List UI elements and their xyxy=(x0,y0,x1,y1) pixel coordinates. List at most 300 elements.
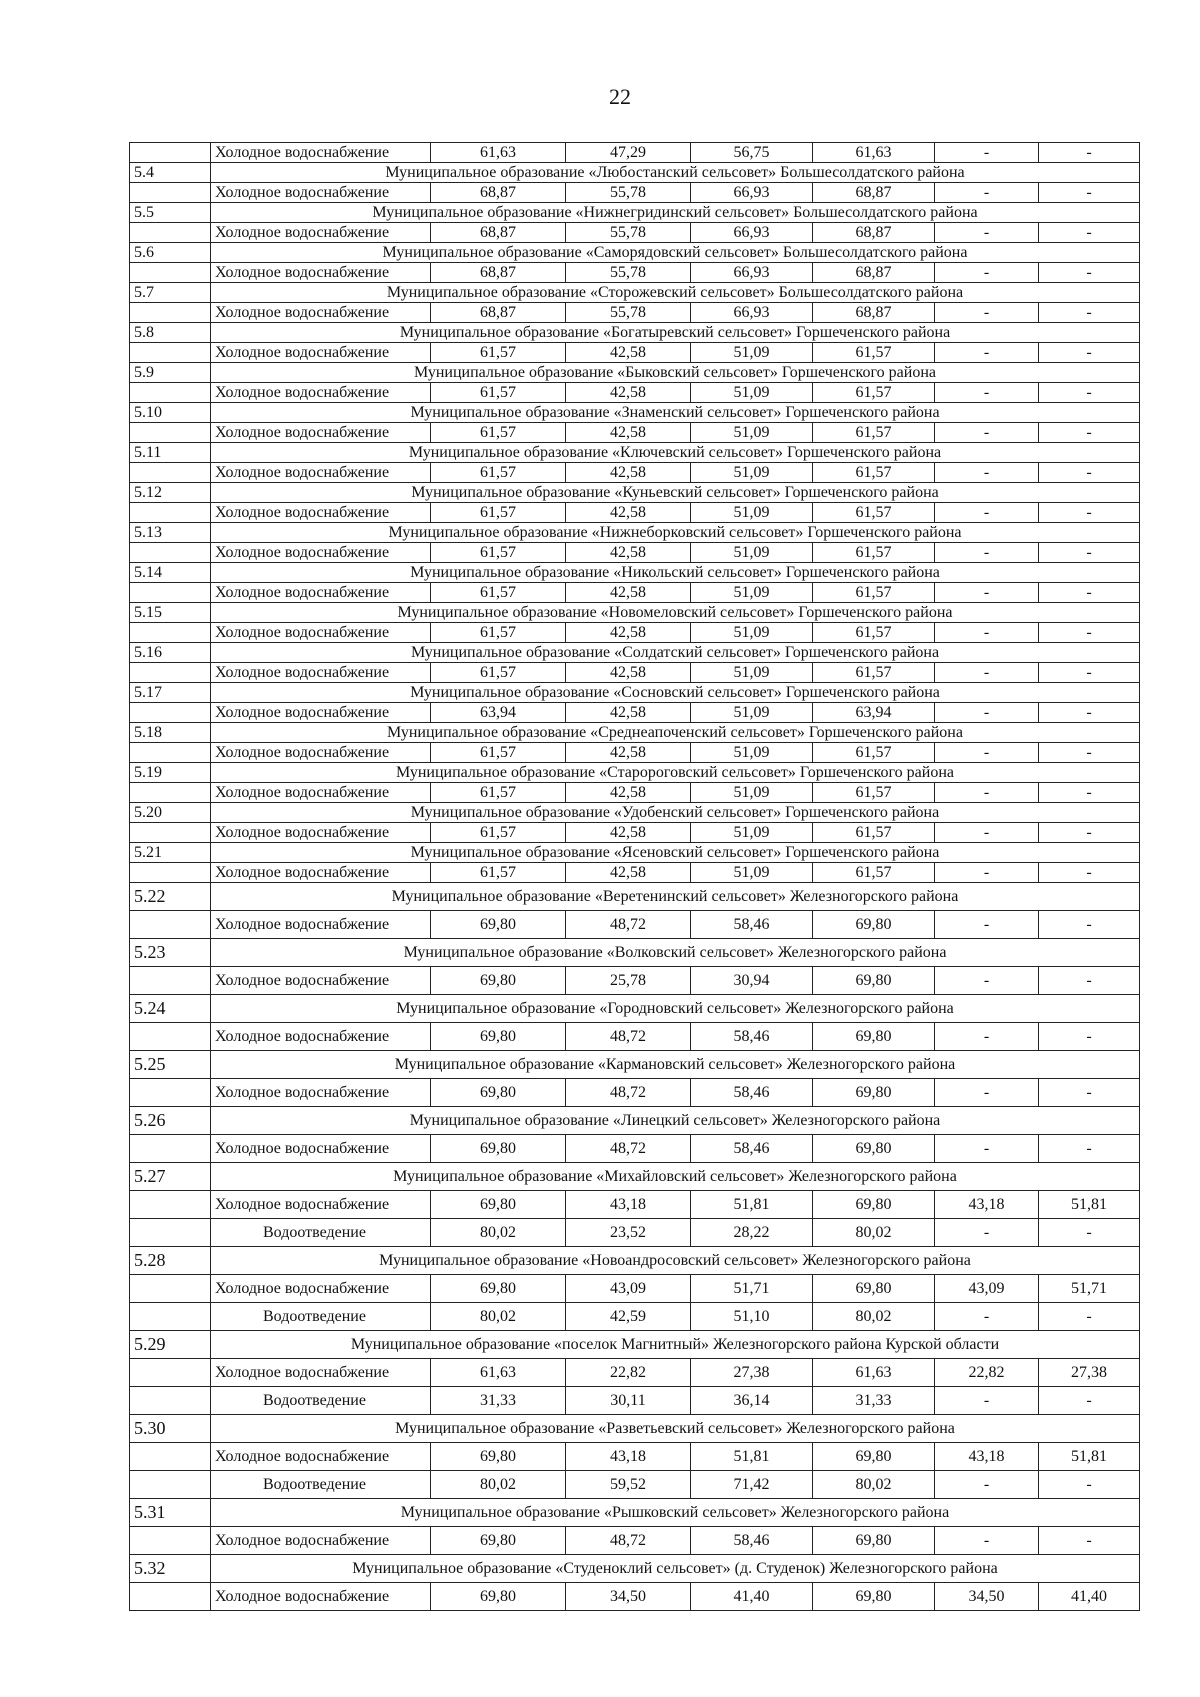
service-name: Холодное водоснабжение xyxy=(211,1527,431,1555)
tariff-value: 61,57 xyxy=(813,663,935,683)
tariff-value: - xyxy=(1039,743,1140,763)
tariff-value: 61,57 xyxy=(431,503,566,523)
service-name: Холодное водоснабжение xyxy=(211,263,431,283)
tariff-value: 61,57 xyxy=(431,583,566,603)
municipality-row xyxy=(130,995,1140,1023)
service-name: Холодное водоснабжение xyxy=(211,911,431,939)
empty-number-cell xyxy=(130,1135,211,1163)
tariff-value: 28,22 xyxy=(691,1219,813,1247)
municipality-title: Муниципальное образование «Студеноклий сельсовет» (д. Студенок) Железногорского района xyxy=(211,1555,1140,1583)
row-number: 5.24 xyxy=(130,995,211,1023)
service-row xyxy=(130,1359,1140,1387)
row-number: 5.11 xyxy=(130,443,211,463)
tariff-value: 51,81 xyxy=(1039,1191,1140,1219)
tariff-value: 43,18 xyxy=(935,1443,1039,1471)
tariff-value: 61,57 xyxy=(431,423,566,443)
municipality-title: Муниципальное образование «Саморядовский сельсовет» Большесолдатского района xyxy=(211,243,1140,263)
tariff-value: 51,09 xyxy=(691,783,813,803)
tariff-value: - xyxy=(935,863,1039,883)
empty-number-cell xyxy=(130,1359,211,1387)
service-row xyxy=(130,503,1140,523)
tariff-value: 51,81 xyxy=(691,1443,813,1471)
tariff-value: - xyxy=(1039,383,1140,403)
service-row xyxy=(130,1191,1140,1219)
service-row xyxy=(130,823,1140,843)
empty-number-cell xyxy=(130,703,211,723)
municipality-title: Муниципальное образование «Среднеапоченский сельсовет» Горшеченского района xyxy=(211,723,1140,743)
tariff-value: 58,46 xyxy=(691,1023,813,1051)
tariff-value: 48,72 xyxy=(566,1527,691,1555)
service-name: Холодное водоснабжение xyxy=(211,663,431,683)
municipality-row xyxy=(130,363,1140,383)
service-row xyxy=(130,1471,1140,1499)
tariff-value: 80,02 xyxy=(431,1303,566,1331)
tariff-value: 69,80 xyxy=(431,967,566,995)
service-name: Холодное водоснабжение xyxy=(211,143,431,163)
tariff-value: 61,63 xyxy=(431,1359,566,1387)
row-number: 5.32 xyxy=(130,1555,211,1583)
tariff-value: 66,93 xyxy=(691,263,813,283)
tariff-value: 68,87 xyxy=(813,303,935,323)
service-row xyxy=(130,911,1140,939)
page-number: 22 xyxy=(609,84,631,109)
tariff-value: 42,58 xyxy=(566,623,691,643)
tariff-value: - xyxy=(935,1527,1039,1555)
tariff-value: 51,09 xyxy=(691,863,813,883)
municipality-title: Муниципальное образование «Куньевский сельсовет» Горшеченского района xyxy=(211,483,1140,503)
tariff-value: - xyxy=(935,583,1039,603)
service-row xyxy=(130,383,1140,403)
tariff-value: 61,57 xyxy=(431,743,566,763)
row-number: 5.18 xyxy=(130,723,211,743)
row-number: 5.9 xyxy=(130,363,211,383)
municipality-row xyxy=(130,523,1140,543)
service-row xyxy=(130,703,1140,723)
tariff-value: - xyxy=(935,743,1039,763)
service-row xyxy=(130,1527,1140,1555)
tariff-value: 42,58 xyxy=(566,423,691,443)
tariff-value: 69,80 xyxy=(431,1191,566,1219)
tariff-value: 69,80 xyxy=(813,1443,935,1471)
service-name: Холодное водоснабжение xyxy=(211,583,431,603)
municipality-title: Муниципальное образование «Разветьевский сельсовет» Железногорского района xyxy=(211,1415,1140,1443)
service-row xyxy=(130,623,1140,643)
tariff-value: 61,57 xyxy=(813,383,935,403)
municipality-row xyxy=(130,723,1140,743)
municipality-row xyxy=(130,1499,1140,1527)
tariff-value: - xyxy=(1039,263,1140,283)
tariff-value: - xyxy=(1039,1303,1140,1331)
service-row xyxy=(130,263,1140,283)
municipality-title: Муниципальное образование «поселок Магнитный» Железногорского района Курской области xyxy=(211,1331,1140,1359)
service-name: Холодное водоснабжение xyxy=(211,1191,431,1219)
tariff-value: 43,18 xyxy=(566,1443,691,1471)
tariff-value: 68,87 xyxy=(813,263,935,283)
tariff-value: 69,80 xyxy=(813,1079,935,1107)
municipality-row xyxy=(130,883,1140,911)
municipality-title: Муниципальное образование «Новомеловский сельсовет» Горшеченского района xyxy=(211,603,1140,623)
tariff-value: 48,72 xyxy=(566,1135,691,1163)
tariff-value: 61,57 xyxy=(431,463,566,483)
tariff-value: 61,57 xyxy=(431,343,566,363)
empty-number-cell xyxy=(130,823,211,843)
row-number: 5.28 xyxy=(130,1247,211,1275)
empty-number-cell xyxy=(130,343,211,363)
municipality-row xyxy=(130,1107,1140,1135)
tariff-value: 42,58 xyxy=(566,343,691,363)
tariff-value: 59,52 xyxy=(566,1471,691,1499)
empty-number-cell xyxy=(130,183,211,203)
service-name: Водоотведение xyxy=(211,1471,431,1499)
tariff-value: 48,72 xyxy=(566,1023,691,1051)
municipality-row xyxy=(130,1415,1140,1443)
municipality-title: Муниципальное образование «Сосновский сельсовет» Горшеченского района xyxy=(211,683,1140,703)
tariff-value: - xyxy=(935,1387,1039,1415)
row-number: 5.15 xyxy=(130,603,211,623)
tariff-value: 43,09 xyxy=(566,1275,691,1303)
tariff-value: 66,93 xyxy=(691,303,813,323)
tariff-value: 61,57 xyxy=(431,863,566,883)
row-number: 5.10 xyxy=(130,403,211,423)
service-name: Холодное водоснабжение xyxy=(211,463,431,483)
tariff-value: 51,10 xyxy=(691,1303,813,1331)
tariff-value: 80,02 xyxy=(431,1219,566,1247)
service-name: Холодное водоснабжение xyxy=(211,1583,431,1611)
service-row xyxy=(130,967,1140,995)
service-row xyxy=(130,1583,1140,1611)
tariff-value: - xyxy=(935,463,1039,483)
tariff-value: 68,87 xyxy=(813,183,935,203)
tariff-value: 48,72 xyxy=(566,911,691,939)
tariff-value: 61,57 xyxy=(431,623,566,643)
tariff-value: 51,81 xyxy=(1039,1443,1140,1471)
municipality-row xyxy=(130,243,1140,263)
municipality-title: Муниципальное образование «Новоандросовский сельсовет» Железногорского района xyxy=(211,1247,1140,1275)
tariff-value: 42,58 xyxy=(566,463,691,483)
tariff-value: 30,11 xyxy=(566,1387,691,1415)
service-row xyxy=(130,423,1140,443)
service-row xyxy=(130,463,1140,483)
row-number: 5.6 xyxy=(130,243,211,263)
tariff-value: 58,46 xyxy=(691,1527,813,1555)
tariff-value: - xyxy=(935,663,1039,683)
tariff-value: 51,09 xyxy=(691,583,813,603)
tariff-value: 61,57 xyxy=(813,543,935,563)
service-row xyxy=(130,343,1140,363)
tariff-value: 58,46 xyxy=(691,1079,813,1107)
tariff-value: 41,40 xyxy=(1039,1583,1140,1611)
tariff-value: - xyxy=(1039,1023,1140,1051)
municipality-row xyxy=(130,643,1140,663)
tariff-table-body xyxy=(130,143,1140,1611)
tariff-value: 68,87 xyxy=(431,183,566,203)
municipality-title: Муниципальное образование «Быковский сельсовет» Горшеченского района xyxy=(211,363,1140,383)
tariff-value: 58,46 xyxy=(691,911,813,939)
municipality-title: Муниципальное образование «Нижнеборковский сельсовет» Горшеченского района xyxy=(211,523,1140,543)
municipality-row xyxy=(130,1331,1140,1359)
municipality-row xyxy=(130,939,1140,967)
service-row xyxy=(130,543,1140,563)
tariff-value: 42,58 xyxy=(566,503,691,523)
service-name: Холодное водоснабжение xyxy=(211,1135,431,1163)
tariff-value: - xyxy=(935,343,1039,363)
empty-number-cell xyxy=(130,1443,211,1471)
municipality-row xyxy=(130,323,1140,343)
empty-number-cell xyxy=(130,303,211,323)
tariff-value: - xyxy=(935,1471,1039,1499)
tariff-value: 61,57 xyxy=(431,783,566,803)
tariff-value: 61,57 xyxy=(813,343,935,363)
municipality-title: Муниципальное образование «Любостанский сельсовет» Большесолдатского района xyxy=(211,163,1140,183)
tariff-value: - xyxy=(1039,583,1140,603)
municipality-row xyxy=(130,483,1140,503)
tariff-value: 69,80 xyxy=(431,1079,566,1107)
service-name: Холодное водоснабжение xyxy=(211,343,431,363)
service-name: Холодное водоснабжение xyxy=(211,823,431,843)
row-number: 5.8 xyxy=(130,323,211,343)
service-row xyxy=(130,583,1140,603)
service-name: Холодное водоснабжение xyxy=(211,1359,431,1387)
empty-number-cell xyxy=(130,223,211,243)
tariff-value: - xyxy=(1039,823,1140,843)
tariff-value: 61,57 xyxy=(813,463,935,483)
tariff-value: 48,72 xyxy=(566,1079,691,1107)
row-number: 5.12 xyxy=(130,483,211,503)
service-name: Холодное водоснабжение xyxy=(211,423,431,443)
tariff-value: 61,57 xyxy=(813,623,935,643)
tariff-value: - xyxy=(1039,1387,1140,1415)
row-number: 5.20 xyxy=(130,803,211,823)
service-row xyxy=(130,1219,1140,1247)
tariff-value: 61,57 xyxy=(813,583,935,603)
service-name: Холодное водоснабжение xyxy=(211,967,431,995)
service-row xyxy=(130,1387,1140,1415)
tariff-value: - xyxy=(1039,1135,1140,1163)
service-name: Холодное водоснабжение xyxy=(211,1443,431,1471)
row-number: 5.4 xyxy=(130,163,211,183)
municipality-row xyxy=(130,803,1140,823)
tariff-value: 42,58 xyxy=(566,583,691,603)
tariff-value: - xyxy=(935,303,1039,323)
tariff-value: - xyxy=(1039,967,1140,995)
tariff-value: 55,78 xyxy=(566,223,691,243)
tariff-value: 69,80 xyxy=(813,1583,935,1611)
service-row xyxy=(130,1135,1140,1163)
service-name: Холодное водоснабжение xyxy=(211,1275,431,1303)
tariff-value: - xyxy=(1039,1079,1140,1107)
municipality-row xyxy=(130,843,1140,863)
tariff-value: 42,58 xyxy=(566,743,691,763)
tariff-value: 51,09 xyxy=(691,423,813,443)
empty-number-cell xyxy=(130,143,211,163)
tariff-value: 42,58 xyxy=(566,863,691,883)
empty-number-cell xyxy=(130,1387,211,1415)
row-number: 5.31 xyxy=(130,1499,211,1527)
municipality-title: Муниципальное образование «Ключевский сельсовет» Горшеченского района xyxy=(211,443,1140,463)
tariff-value: 47,29 xyxy=(566,143,691,163)
tariff-value: - xyxy=(1039,863,1140,883)
municipality-row xyxy=(130,283,1140,303)
tariff-value: 68,87 xyxy=(431,223,566,243)
service-row xyxy=(130,783,1140,803)
empty-number-cell xyxy=(130,1191,211,1219)
municipality-title: Муниципальное образование «Михайловский сельсовет» Железногорского района xyxy=(211,1163,1140,1191)
tariff-value: 80,02 xyxy=(813,1303,935,1331)
service-row xyxy=(130,663,1140,683)
tariff-value: 42,59 xyxy=(566,1303,691,1331)
tariff-value: - xyxy=(935,823,1039,843)
service-name: Холодное водоснабжение xyxy=(211,503,431,523)
empty-number-cell xyxy=(130,1527,211,1555)
service-row xyxy=(130,1443,1140,1471)
tariff-value: 22,82 xyxy=(935,1359,1039,1387)
municipality-row xyxy=(130,763,1140,783)
service-row xyxy=(130,183,1140,203)
service-name: Холодное водоснабжение xyxy=(211,863,431,883)
row-number: 5.19 xyxy=(130,763,211,783)
tariff-value: - xyxy=(935,223,1039,243)
tariff-value: 61,57 xyxy=(813,503,935,523)
empty-number-cell xyxy=(130,911,211,939)
row-number: 5.7 xyxy=(130,283,211,303)
tariff-value: - xyxy=(935,423,1039,443)
tariff-value: 42,58 xyxy=(566,703,691,723)
tariff-value: 55,78 xyxy=(566,303,691,323)
tariff-value: 55,78 xyxy=(566,263,691,283)
tariff-value: 34,50 xyxy=(935,1583,1039,1611)
municipality-title: Муниципальное образование «Линецкий сельсовет» Железногорского района xyxy=(211,1107,1140,1135)
tariff-value: - xyxy=(1039,703,1140,723)
tariff-value: 43,09 xyxy=(935,1275,1039,1303)
tariff-value: 42,58 xyxy=(566,383,691,403)
tariff-table xyxy=(129,142,1140,1611)
tariff-value: 69,80 xyxy=(431,1443,566,1471)
tariff-value: 68,87 xyxy=(431,303,566,323)
tariff-value: 61,63 xyxy=(813,1359,935,1387)
tariff-value: - xyxy=(1039,623,1140,643)
tariff-value: 69,80 xyxy=(813,967,935,995)
tariff-value: 69,80 xyxy=(431,1275,566,1303)
tariff-value: - xyxy=(935,383,1039,403)
tariff-value: 69,80 xyxy=(813,1023,935,1051)
tariff-value: 66,93 xyxy=(691,183,813,203)
municipality-title: Муниципальное образование «Старороговский сельсовет» Горшеченского района xyxy=(211,763,1140,783)
tariff-value: 27,38 xyxy=(691,1359,813,1387)
municipality-row xyxy=(130,1051,1140,1079)
service-row xyxy=(130,1303,1140,1331)
tariff-value: 69,80 xyxy=(431,1527,566,1555)
tariff-value: 51,09 xyxy=(691,503,813,523)
empty-number-cell xyxy=(130,1583,211,1611)
tariff-value: 51,09 xyxy=(691,663,813,683)
tariff-value: - xyxy=(1039,663,1140,683)
tariff-value: - xyxy=(1039,303,1140,323)
tariff-value: 36,14 xyxy=(691,1387,813,1415)
service-name: Холодное водоснабжение xyxy=(211,183,431,203)
empty-number-cell xyxy=(130,263,211,283)
municipality-title: Муниципальное образование «Кармановский сельсовет» Железногорского района xyxy=(211,1051,1140,1079)
tariff-value: 69,80 xyxy=(813,1191,935,1219)
service-name: Водоотведение xyxy=(211,1219,431,1247)
tariff-value: - xyxy=(935,1079,1039,1107)
tariff-value: 23,52 xyxy=(566,1219,691,1247)
tariff-value: 69,80 xyxy=(813,1527,935,1555)
service-row xyxy=(130,1275,1140,1303)
municipality-row xyxy=(130,603,1140,623)
tariff-value: 61,57 xyxy=(813,743,935,763)
tariff-value: 71,42 xyxy=(691,1471,813,1499)
tariff-value: 69,80 xyxy=(431,1023,566,1051)
service-name: Холодное водоснабжение xyxy=(211,743,431,763)
tariff-value: - xyxy=(1039,343,1140,363)
empty-number-cell xyxy=(130,1219,211,1247)
tariff-value: 31,33 xyxy=(813,1387,935,1415)
tariff-value: 69,80 xyxy=(813,1275,935,1303)
row-number: 5.26 xyxy=(130,1107,211,1135)
tariff-value: 31,33 xyxy=(431,1387,566,1415)
empty-number-cell xyxy=(130,1471,211,1499)
tariff-value: 30,94 xyxy=(691,967,813,995)
municipality-row xyxy=(130,163,1140,183)
municipality-row xyxy=(130,443,1140,463)
municipality-title: Муниципальное образование «Веретенинский сельсовет» Железногорского района xyxy=(211,883,1140,911)
municipality-title: Муниципальное образование «Никольский сельсовет» Горшеченского района xyxy=(211,563,1140,583)
municipality-row xyxy=(130,1555,1140,1583)
tariff-value: - xyxy=(935,967,1039,995)
tariff-value: 42,58 xyxy=(566,783,691,803)
tariff-value: 69,80 xyxy=(813,1135,935,1163)
tariff-value: 42,58 xyxy=(566,663,691,683)
empty-number-cell xyxy=(130,863,211,883)
municipality-row xyxy=(130,1247,1140,1275)
tariff-value: - xyxy=(1039,183,1140,203)
tariff-value: - xyxy=(1039,1471,1140,1499)
row-number: 5.13 xyxy=(130,523,211,543)
row-number: 5.29 xyxy=(130,1331,211,1359)
municipality-title: Муниципальное образование «Солдатский сельсовет» Горшеченского района xyxy=(211,643,1140,663)
empty-number-cell xyxy=(130,543,211,563)
empty-number-cell xyxy=(130,967,211,995)
tariff-value: 43,18 xyxy=(935,1191,1039,1219)
row-number: 5.5 xyxy=(130,203,211,223)
tariff-value: 63,94 xyxy=(431,703,566,723)
service-name: Холодное водоснабжение xyxy=(211,1023,431,1051)
tariff-value: 42,58 xyxy=(566,823,691,843)
municipality-title: Муниципальное образование «Знаменский сельсовет» Горшеченского района xyxy=(211,403,1140,423)
tariff-value: - xyxy=(1039,223,1140,243)
tariff-value: 51,71 xyxy=(691,1275,813,1303)
tariff-value: 55,78 xyxy=(566,183,691,203)
service-name: Холодное водоснабжение xyxy=(211,623,431,643)
tariff-value: - xyxy=(1039,543,1140,563)
service-row xyxy=(130,223,1140,243)
service-name: Холодное водоснабжение xyxy=(211,383,431,403)
tariff-value: 68,87 xyxy=(813,223,935,243)
municipality-title: Муниципальное образование «Богатыревский сельсовет» Горшеченского района xyxy=(211,323,1140,343)
tariff-value: 41,40 xyxy=(691,1583,813,1611)
tariff-value: 51,09 xyxy=(691,463,813,483)
tariff-value: - xyxy=(1039,1219,1140,1247)
tariff-value: 51,09 xyxy=(691,383,813,403)
tariff-value: - xyxy=(1039,143,1140,163)
tariff-value: - xyxy=(935,143,1039,163)
tariff-value: 61,57 xyxy=(813,863,935,883)
municipality-title: Муниципальное образование «Удобенский сельсовет» Горшеченского района xyxy=(211,803,1140,823)
tariff-value: 51,09 xyxy=(691,623,813,643)
service-row xyxy=(130,1023,1140,1051)
tariff-value: - xyxy=(1039,423,1140,443)
tariff-value: 42,58 xyxy=(566,543,691,563)
